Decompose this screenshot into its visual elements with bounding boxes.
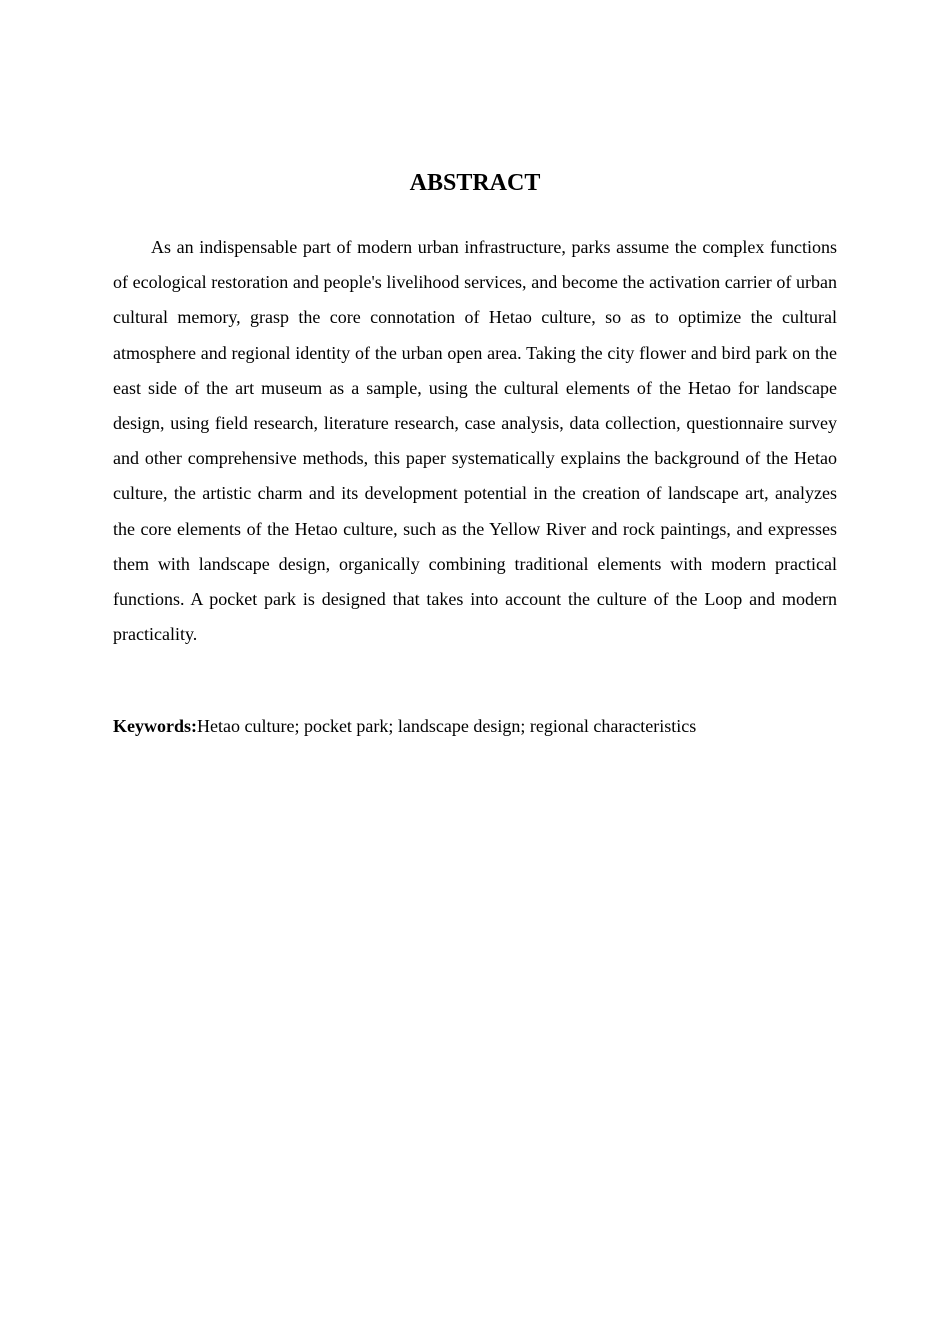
abstract-paragraph: As an indispensable part of modern urban infrastructure, parks assume the complex functions of ecological restoration and people's livelihood services, and become the activation carrier of urban cultural memory, grasp the core connotation of Hetao culture, so as to optimize the cultural atmosphere and regional identity of the urban open area. Taking the city flower and bird park on the east side of the art museum as a sample, using the cultural elements of the Hetao for landscape design, using field research, literature research, case analysis, data collection, questionnaire survey and other comprehensive methods, this paper systematically explains the background of the Hetao culture, the artistic charm and its development potential in the creation of landscape art, analyzes the core elements of the Hetao culture, such as the Yellow River and rock paintings, and expresses them with landscape design, organically combining traditional elements with modern practical functions. A pocket park is designed that takes into account the culture of the Loop and modern practicality. [113,237,837,645]
keywords-text: Hetao culture; pocket park; landscape design; regional characteristics [197,716,697,736]
keywords-line [113,711,837,741]
keywords-label: Keywords: [113,716,197,736]
page-title: ABSTRACT [409,170,541,196]
